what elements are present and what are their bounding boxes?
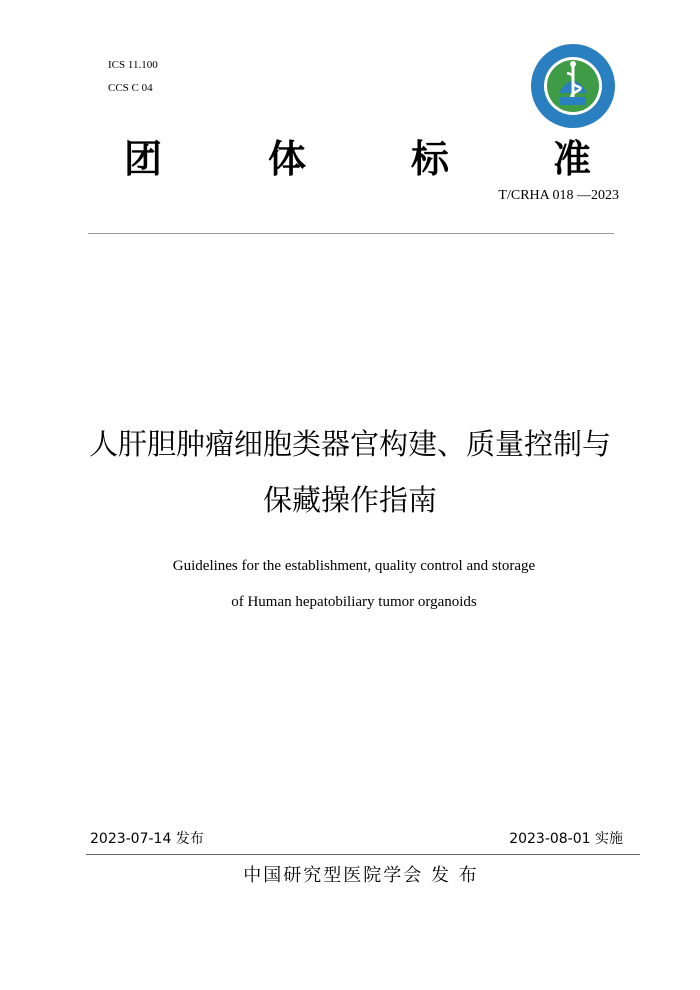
implementation-date: 2023-08-01 实施 [509, 831, 623, 847]
ics-code: ICS 11.100 [108, 59, 158, 71]
header-divider [88, 233, 614, 234]
document-type-heading [88, 134, 628, 184]
title-zh-line-2: 保藏操作指南 [262, 483, 437, 517]
footer-divider [86, 854, 640, 855]
doc-type-char-1: 团 [124, 137, 163, 181]
title-en-line-1: Guidelines for the establishment, quality control and storage [172, 558, 536, 574]
ccs-code: CCS C 04 [108, 82, 153, 94]
publisher: 中国研究型医院学会 发 布 [243, 865, 479, 886]
standard-number: T/CRHA 018 —2023 [498, 188, 619, 203]
title-en-line-2: of Human hepatobiliary tumor organoids [231, 594, 477, 610]
crha-logo-icon [530, 43, 616, 129]
crha-logo [530, 43, 616, 129]
doc-type-char-2: 体 [268, 137, 307, 181]
doc-type-char-3: 标 [411, 137, 450, 181]
issue-date: 2023-07-14 发布 [90, 831, 204, 847]
doc-type-char-4: 准 [553, 137, 592, 181]
title-zh-line-1: 人肝胆肿瘤细胞类器官构建、质量控制与 [88, 427, 611, 461]
